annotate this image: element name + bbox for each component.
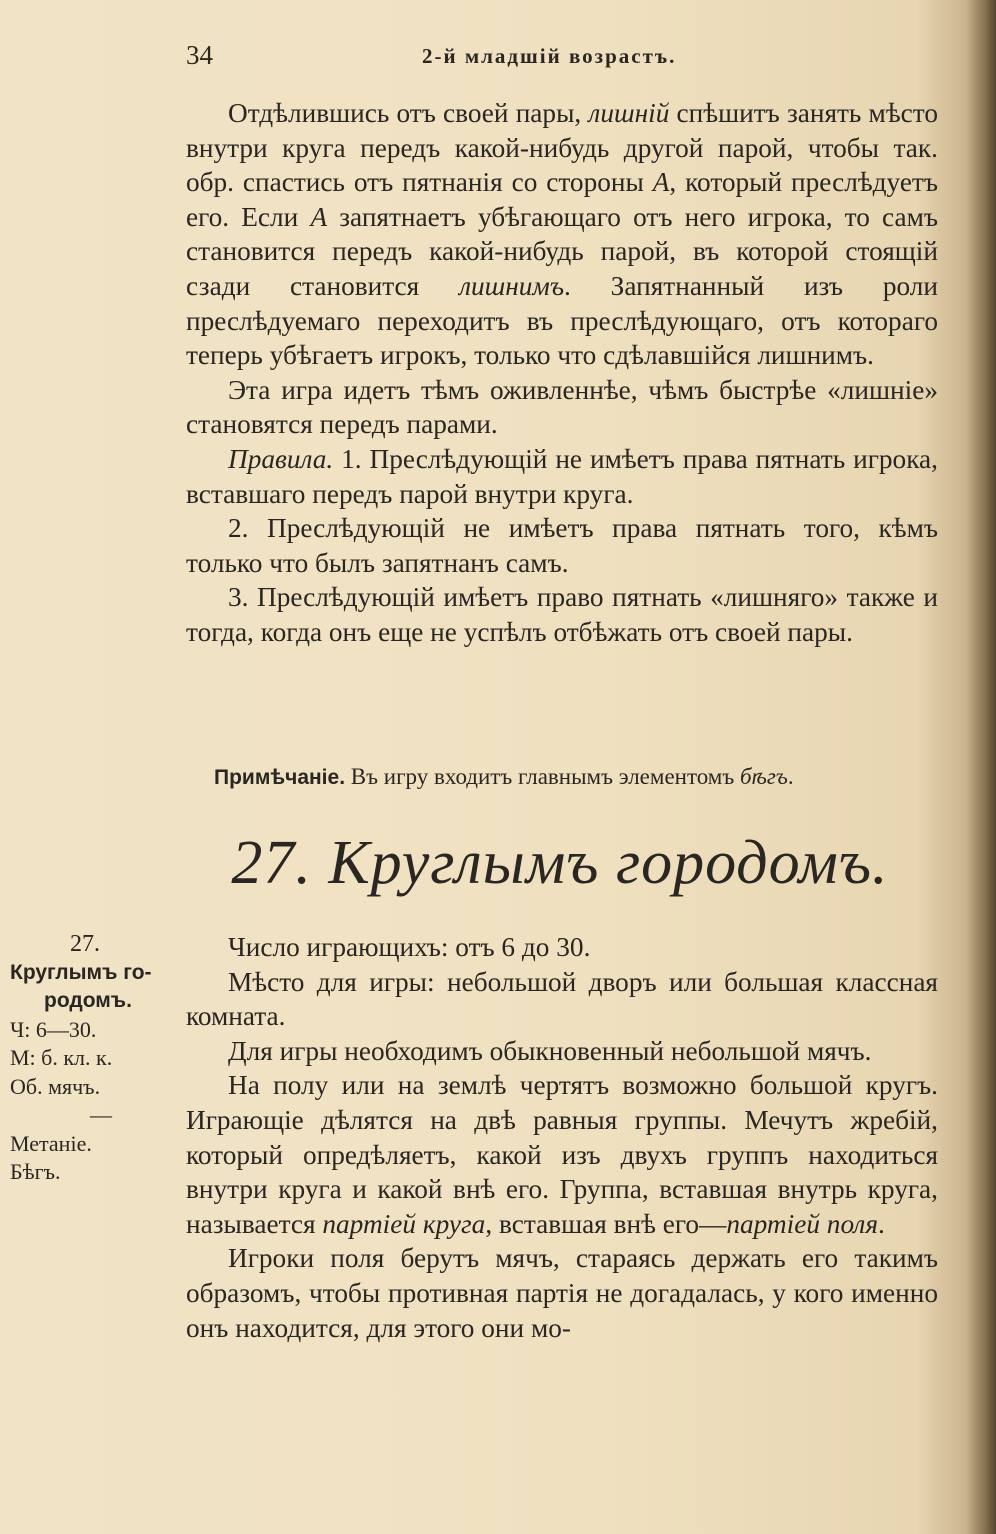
margin-title-line2: родомъ. — [44, 989, 132, 1012]
note-label: Примѣчаніе. — [214, 766, 346, 789]
page-number: 34 — [186, 40, 213, 70]
paragraph: Отдѣлившись отъ своей пары, лишній спѣшитъ занять мѣсто внутри круга передъ какой-нибудь другой парой, чтобы так. обр. спастись отъ пятнанія со стороны А, который преслѣдуетъ его. Если А запятнаетъ убѣгающаго отъ него игрока, то самъ становится передъ какой-нибудь парой, въ которой стоящій сзади становится лишнимъ. Запятнанный изъ роли преслѣдуемаго переходитъ въ преслѣдующаго, отъ котораго теперь убѣгаетъ игрокъ, только что сдѣлавшійся лишнимъ. — [186, 98, 938, 371]
margin-note — [10, 930, 180, 1187]
margin-players: Ч: 6—30. — [10, 1016, 97, 1042]
game-title: 27. Круглымъ городомъ. — [231, 829, 889, 897]
paragraph: Игроки поля берутъ мячъ, стараясь держать его такимъ образомъ, чтобы противная партія не догадалась, у кого именно онъ находится, для этого они мо- — [186, 1243, 938, 1343]
rule-3: 3. Преслѣдующій имѣетъ право пятнать «лишняго» также и тогда, когда онъ еще не успѣлъ отбѣжать отъ своей пары. — [186, 582, 938, 647]
rules-paragraph: Правила. 1. Преслѣдующій не имѣетъ права пятнать игрока, вставшаго передъ парой внутри круга. — [186, 443, 938, 509]
paragraph: На полу или на землѣ чертятъ возможно большой кругъ. Играющіе дѣлятся на двѣ равныя группы. Мечутъ жребій, который опредѣляетъ, какой изъ двухъ группъ находиться внутри круга и какой внѣ его. Группа, вставшая внутрь круга, называется партіей круга, вставшая внѣ его—партіей поля. — [186, 1070, 938, 1239]
margin-element-throwing: Метаніе. — [10, 1130, 92, 1156]
margin-place: М: б. кл. к. — [10, 1045, 113, 1070]
margin-dash: — — [90, 1102, 112, 1127]
page-header — [186, 40, 938, 74]
margin-title-line1: Круглымъ го- — [10, 960, 152, 984]
page-edge-shadow — [966, 0, 996, 1534]
game-description — [186, 930, 938, 1345]
paragraph: Эта игра идетъ тѣмъ оживленнѣе, чѣмъ быстрѣе «лишніе» становятся передъ парами. — [186, 374, 938, 440]
margin-game-number: 27. — [70, 931, 100, 957]
footnote-remark: Примѣчаніе. Въ игру входитъ главнымъ элементомъ бѣгъ. — [214, 764, 794, 789]
paragraph: Для игры необходимъ обыкновенный небольшой мячъ. — [228, 1035, 872, 1066]
paragraph: Мѣсто для игры: небольшой дворъ или большая классная комната. — [186, 966, 938, 1032]
rule-2: 2. Преслѣдующій не имѣетъ права пятнать того, кѣмъ только что былъ запятнанъ самъ. — [186, 513, 938, 578]
paragraph: Число играющихъ: отъ 6 до 30. — [228, 932, 591, 962]
section-continuation — [186, 96, 938, 650]
running-head: 2-й младшій возрастъ. — [422, 44, 677, 68]
margin-element-running: Бѣгъ. — [10, 1159, 61, 1184]
margin-equipment: Об. мячъ. — [10, 1073, 101, 1099]
